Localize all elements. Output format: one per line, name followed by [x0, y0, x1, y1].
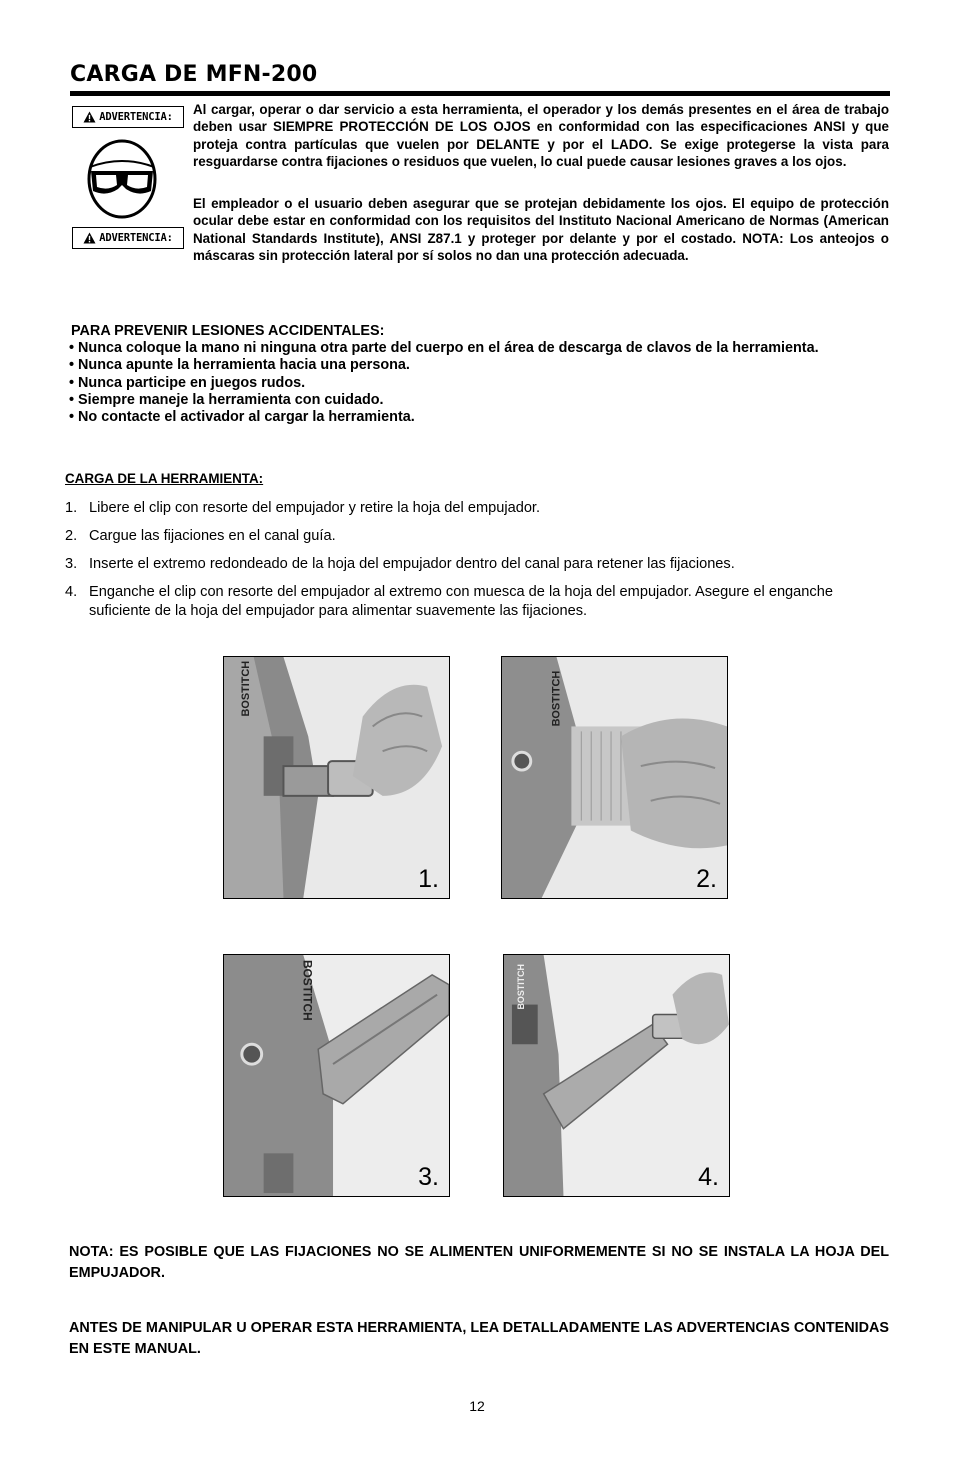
photo-label: 3.	[418, 1163, 439, 1191]
step-number: 4.	[65, 584, 78, 600]
svg-text:BOSTITCH: BOSTITCH	[300, 959, 315, 1021]
step-text: Libere el clip con resorte del empujador y retire la hoja del empujador.	[89, 500, 541, 516]
list-item: • No contacte el activador al cargar la herramienta.	[69, 409, 415, 426]
step-item	[65, 555, 885, 574]
warning-triangle-icon	[83, 232, 96, 244]
warning-badge-top	[72, 106, 184, 128]
loading-section-title: CARGA DE LA HERRAMIENTA:	[65, 471, 264, 486]
list-item: • Nunca participe en juegos rudos.	[69, 374, 306, 391]
warning-badge-label: ADVERTENCIA:	[99, 111, 173, 123]
step-number: 3.	[65, 556, 78, 572]
step-4-photo	[503, 954, 730, 1197]
warning-triangle-icon	[83, 111, 96, 123]
warning-badge-bottom	[72, 227, 184, 249]
step-2-photo	[501, 656, 728, 899]
photo-label: 1.	[418, 865, 439, 893]
step-item	[65, 583, 885, 621]
step-item	[65, 499, 885, 518]
step-1-photo	[223, 656, 450, 899]
list-item: • Nunca coloque la mano ni ninguna otra parte del cuerpo en el área de descarga de clavos de la herramienta.	[69, 340, 819, 357]
svg-text:BOSTITCH: BOSTITCH	[550, 670, 563, 727]
step-number: 2.	[65, 528, 78, 544]
step-number: 1.	[65, 500, 78, 516]
svg-text:BOSTITCH: BOSTITCH	[239, 660, 252, 717]
safety-goggles-icon	[86, 137, 158, 219]
nailer-inserting-pusher-image	[224, 955, 449, 1196]
nailer-loading-fasteners-image	[502, 657, 727, 898]
warning-paragraph-employer: El empleador o el usuario deben asegurar que se protejan debidamente los ojos. El equipo de protección ocular debe estar en conformidad con los requisitos del Instituto Nacional Americano de Normas (American National Standards Institute), ANSI Z87.1 y proteger por delante y por el costado. NOTA: Los anteojos o máscaras sin protección lateral por sí solos no dan una protección adecuada.	[193, 196, 889, 263]
svg-text:BOSTITCH: BOSTITCH	[515, 964, 526, 1010]
warning-paragraph-eye-protection: Al cargar, operar o dar servicio a esta herramienta, el operador y los demás presentes en el área de trabajo deben usar SIEMPRE PROTECCIÓN DE LOS OJOS en conformidad con las especificaciones ANSI y que proteja contra partículas que vuelen por DELANTE y por el LADO. Se exige protegerse la vista para resguardarse contra fijaciones o residuos que vuelen, lo cual puede causar lesiones graves a los ojos.	[193, 102, 889, 169]
step-3-photo	[223, 954, 450, 1197]
step-text: Enganche el clip con resorte del empujador al extremo con muesca de la hoja del empujador. Asegure el enganche suficiente de la hoja del empujador para alimentar suavemente las fijaciones.	[89, 584, 833, 619]
nailer-removing-pusher-image	[224, 657, 449, 898]
photo-label: 4.	[698, 1163, 719, 1191]
prevent-heading: PARA PREVENIR LESIONES ACCIDENTALES:	[71, 323, 385, 339]
note-read-warnings: ANTES DE MANIPULAR U OPERAR ESTA HERRAMIENTA, LEA DETALLADAMENTE LAS ADVERTENCIAS CONTENIDAS EN ESTE MANUAL.	[69, 1320, 889, 1357]
prevent-list	[69, 340, 889, 426]
step-text: Cargue las fijaciones en el canal guía.	[89, 528, 336, 544]
note-pusher-not-installed: NOTA: ES POSIBLE QUE LAS FIJACIONES NO SE ALIMENTEN UNIFORMEMENTE SI NO SE INSTALA LA HOJA DEL EMPUJADOR.	[69, 1244, 889, 1281]
list-item: • Nunca apunte la herramienta hacia una persona.	[69, 357, 410, 374]
step-text: Inserte el extremo redondeado de la hoja del empujador dentro del canal para retener las fijaciones.	[89, 556, 735, 572]
step-item	[65, 527, 885, 546]
page-title: CARGA DE MFN-200	[70, 62, 890, 96]
nailer-engaging-clip-image	[504, 955, 729, 1196]
warning-badge-label: ADVERTENCIA:	[99, 232, 173, 244]
list-item: • Siempre maneje la herramienta con cuidado.	[69, 391, 384, 408]
prevent-injuries-section	[69, 323, 889, 426]
loading-steps	[65, 499, 885, 630]
page-number: 12	[469, 1398, 485, 1414]
photo-label: 2.	[696, 865, 717, 893]
